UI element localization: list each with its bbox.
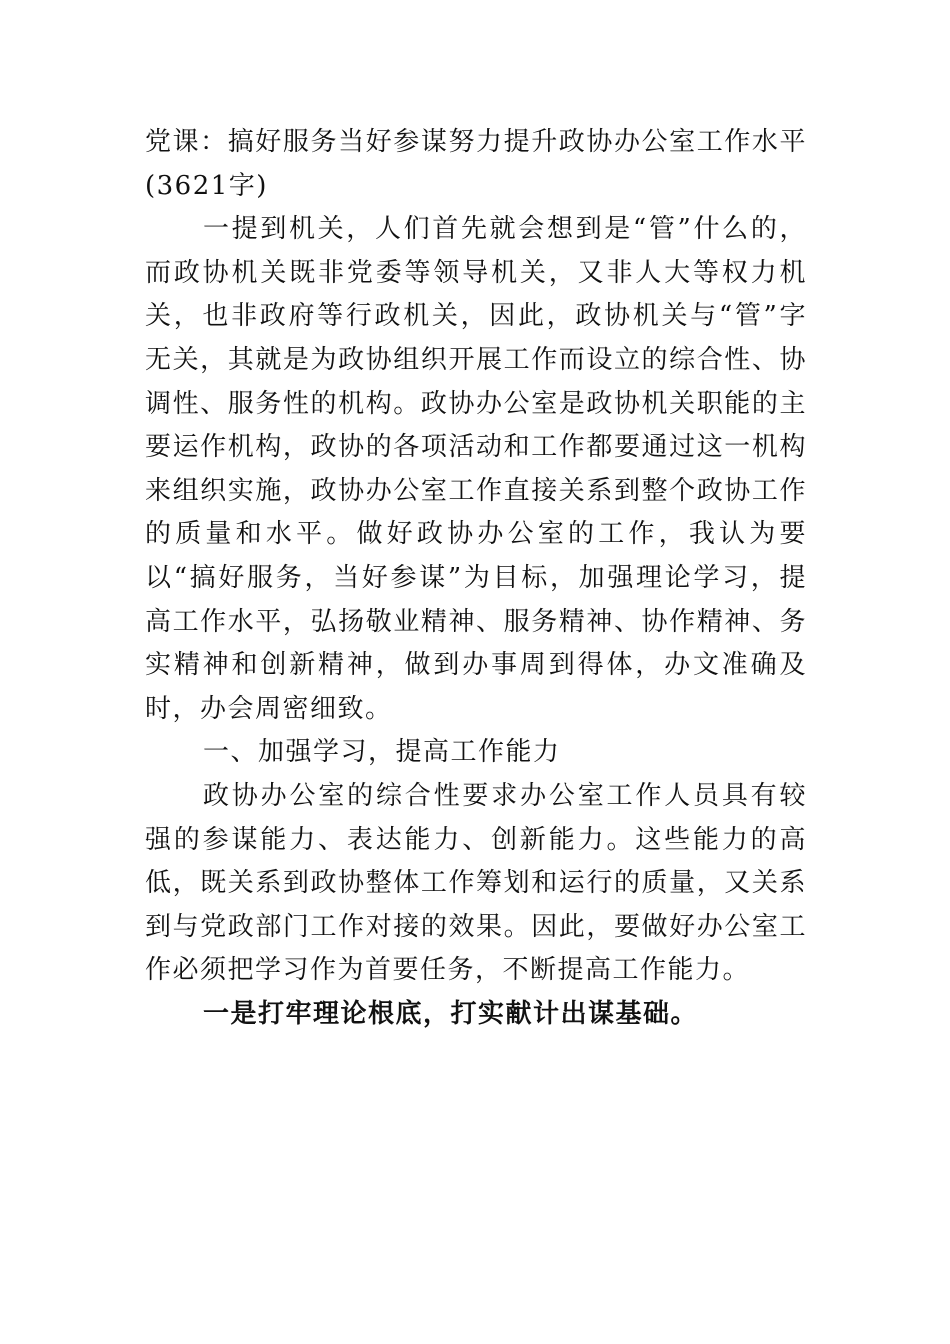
intro-paragraph: 一提到机关，人们首先就会想到是“管”什么的，而政协机关既非党委等领导机关，又非人大等权力机关，也非政府等行政机关，因此，政协机关与“管”字无关，其就是为政协组织开展工作而设立的综合性、协调性、服务性的机构。政协办公室是政协机关职能的主要运作机构，政协的各项活动和工作都要通过这一机构来组织实施，政协办公室工作直接关系到整个政协工作的质量和水平。做好政协办公室的工作，我认为要以“搞好服务，当好参谋”为目标，加强理论学习，提高工作水平，弘扬敬业精神、服务精神、协作精神、务实精神和创新精神，做到办事周到得体，办文准确及时，办会周密细致。	[145, 214, 807, 724]
section-paragraph: 政协办公室的综合性要求办公室工作人员具有较强的参谋能力、表达能力、创新能力。这些能力的高低，既关系到政协整体工作筹划和运行的质量，又关系到与党政部门工作对接的效果。因此，要做好办公室工作必须把学习作为首要任务，不断提高工作能力。	[145, 780, 807, 986]
document-title: 党课：搞好服务当好参谋努力提升政协办公室工作水平(3621字)	[145, 127, 807, 201]
section-heading: 一、加强学习，提高工作能力	[203, 737, 561, 768]
document-body	[145, 121, 807, 1036]
bold-subheading: 一是打牢理论根底，打实献计出谋基础。	[203, 998, 699, 1029]
